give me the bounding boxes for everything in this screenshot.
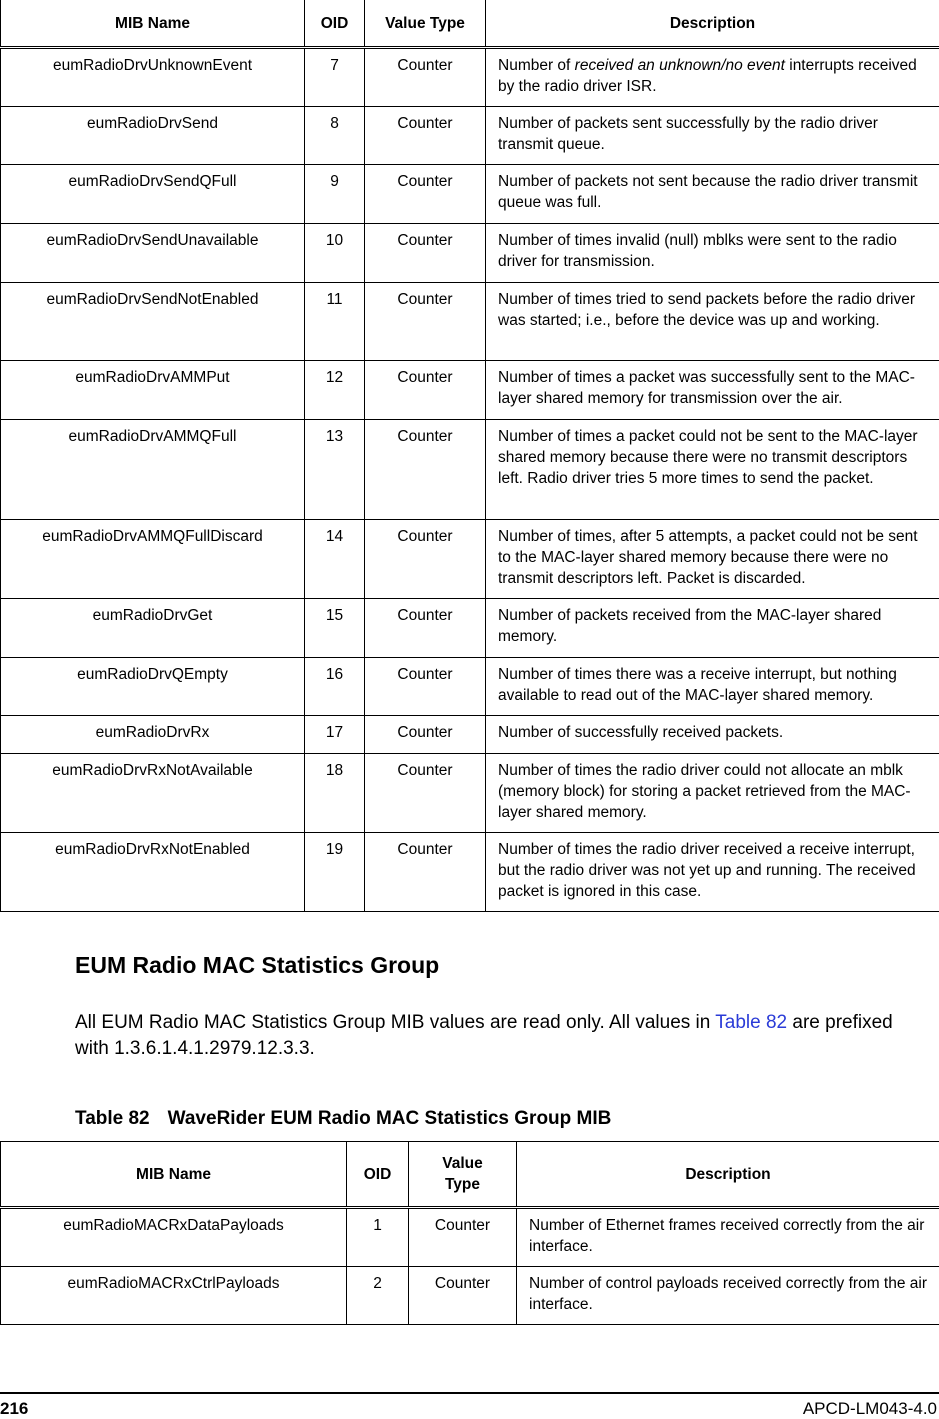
table-row	[1, 48, 939, 107]
header-mib-name: MIB Name	[1, 0, 305, 48]
header-value-type: Value Type	[409, 1142, 517, 1208]
mib-name: eumRadioMACRxDataPayloads	[1, 1208, 347, 1267]
oid: 15	[305, 599, 365, 658]
description-emphasis: received an unknown/no event	[575, 57, 785, 74]
table-row	[1, 833, 939, 912]
table-row	[1, 716, 939, 754]
section-body-suffix: are prefixed with 1.3.6.1.4.1.2979.12.3.3.	[75, 1012, 893, 1059]
description: Number of successfully received packets.	[486, 716, 939, 754]
mib-name: eumRadioDrvQEmpty	[1, 658, 305, 716]
description: Number of times, after 5 attempts, a packet could not be sent to the MAC-layer shared memory because there were no transmit descriptors left. Packet is discarded.	[486, 520, 939, 599]
oid: 8	[305, 107, 365, 165]
header-value-type: Value Type	[365, 0, 486, 48]
page-number: 216	[0, 1399, 28, 1419]
value-type: Counter	[365, 165, 486, 224]
description: Number of times the radio driver could not allocate an mblk (memory block) for storing a packet retrieved from the MAC-layer shared memory.	[486, 754, 939, 833]
table-row	[1, 1208, 939, 1267]
description: Number of control payloads received correctly from the air interface.	[517, 1267, 939, 1325]
oid: 7	[305, 48, 365, 107]
header-description: Description	[517, 1142, 939, 1208]
mib-name: eumRadioDrvGet	[1, 599, 305, 658]
header-mib-name: MIB Name	[1, 1142, 347, 1208]
mib-name: eumRadioDrvAMMPut	[1, 361, 305, 420]
value-type: Counter	[409, 1267, 517, 1325]
oid: 17	[305, 716, 365, 754]
oid: 2	[347, 1267, 409, 1325]
description: Number of times there was a receive interrupt, but nothing available to read out of the MAC-layer shared memory.	[486, 658, 939, 716]
oid: 12	[305, 361, 365, 420]
document-id: APCD-LM043-4.0	[803, 1399, 937, 1419]
description: Number of times a packet was successfully sent to the MAC-layer shared memory for transmission over the air.	[486, 361, 939, 420]
table-header-row	[1, 0, 939, 48]
header-oid: OID	[347, 1142, 409, 1208]
value-type: Counter	[365, 224, 486, 283]
description: Number of packets received from the MAC-layer shared memory.	[486, 599, 939, 658]
value-type: Counter	[365, 283, 486, 361]
table-82-link[interactable]: Table 82	[715, 1012, 787, 1033]
description-prefix: Number of	[498, 57, 575, 74]
header-oid: OID	[305, 0, 365, 48]
table-row	[1, 520, 939, 599]
table-caption	[75, 1108, 611, 1130]
table-row	[1, 420, 939, 520]
value-type: Counter	[365, 658, 486, 716]
oid: 16	[305, 658, 365, 716]
table-row	[1, 224, 939, 283]
table-header-row	[1, 1142, 939, 1208]
mib-name: eumRadioDrvRxNotAvailable	[1, 754, 305, 833]
oid: 13	[305, 420, 365, 520]
section-title: EUM Radio MAC Statistics Group	[75, 952, 439, 979]
table-row	[1, 599, 939, 658]
mib-name: eumRadioDrvRx	[1, 716, 305, 754]
table-row	[1, 361, 939, 420]
value-type: Counter	[365, 48, 486, 107]
description: Number of times tried to send packets before the radio driver was started; i.e., before the device was up and working.	[486, 283, 939, 361]
value-type: Counter	[365, 599, 486, 658]
table-caption-title: WaveRider EUM Radio MAC Statistics Group MIB	[168, 1108, 612, 1129]
value-type: Counter	[365, 107, 486, 165]
table-caption-number: Table 82	[75, 1108, 150, 1129]
value-type: Counter	[409, 1208, 517, 1267]
oid: 9	[305, 165, 365, 224]
table-row	[1, 283, 939, 361]
section-body	[75, 1010, 920, 1062]
description-suffix: interrupts received by the radio driver ISR.	[498, 57, 917, 95]
mib-name: eumRadioDrvSend	[1, 107, 305, 165]
mib-name: eumRadioDrvSendQFull	[1, 165, 305, 224]
mib-table-radio-mac	[0, 1141, 939, 1325]
value-type: Counter	[365, 716, 486, 754]
mib-name: eumRadioDrvSendNotEnabled	[1, 283, 305, 361]
value-type: Counter	[365, 833, 486, 912]
table-row	[1, 165, 939, 224]
header-description: Description	[486, 0, 939, 48]
table-row	[1, 658, 939, 716]
mib-name: eumRadioDrvUnknownEvent	[1, 48, 305, 107]
mib-name: eumRadioMACRxCtrlPayloads	[1, 1267, 347, 1325]
oid: 11	[305, 283, 365, 361]
mib-name: eumRadioDrvRxNotEnabled	[1, 833, 305, 912]
description: Number of Ethernet frames received correctly from the air interface.	[517, 1208, 939, 1267]
value-type: Counter	[365, 361, 486, 420]
description: Number of times invalid (null) mblks were sent to the radio driver for transmission.	[486, 224, 939, 283]
mib-name: eumRadioDrvAMMQFullDiscard	[1, 520, 305, 599]
value-type: Counter	[365, 520, 486, 599]
section-body-prefix: All EUM Radio MAC Statistics Group MIB values are read only. All values in	[75, 1012, 715, 1033]
mib-name: eumRadioDrvAMMQFull	[1, 420, 305, 520]
table-row	[1, 107, 939, 165]
description: Number of times a packet could not be sent to the MAC-layer shared memory because there were no transmit descriptors left. Radio driver tries 5 more times to send the packet.	[486, 420, 939, 520]
footer-rule	[0, 1392, 939, 1394]
description	[486, 48, 939, 107]
oid: 1	[347, 1208, 409, 1267]
table-row	[1, 754, 939, 833]
oid: 19	[305, 833, 365, 912]
description: Number of packets sent successfully by the radio driver transmit queue.	[486, 107, 939, 165]
oid: 14	[305, 520, 365, 599]
oid: 18	[305, 754, 365, 833]
mib-name: eumRadioDrvSendUnavailable	[1, 224, 305, 283]
oid: 10	[305, 224, 365, 283]
table-row	[1, 1267, 939, 1325]
description: Number of packets not sent because the radio driver transmit queue was full.	[486, 165, 939, 224]
value-type: Counter	[365, 420, 486, 520]
value-type: Counter	[365, 754, 486, 833]
description: Number of times the radio driver received a receive interrupt, but the radio driver was not yet up and running. The received packet is ignored in this case.	[486, 833, 939, 912]
